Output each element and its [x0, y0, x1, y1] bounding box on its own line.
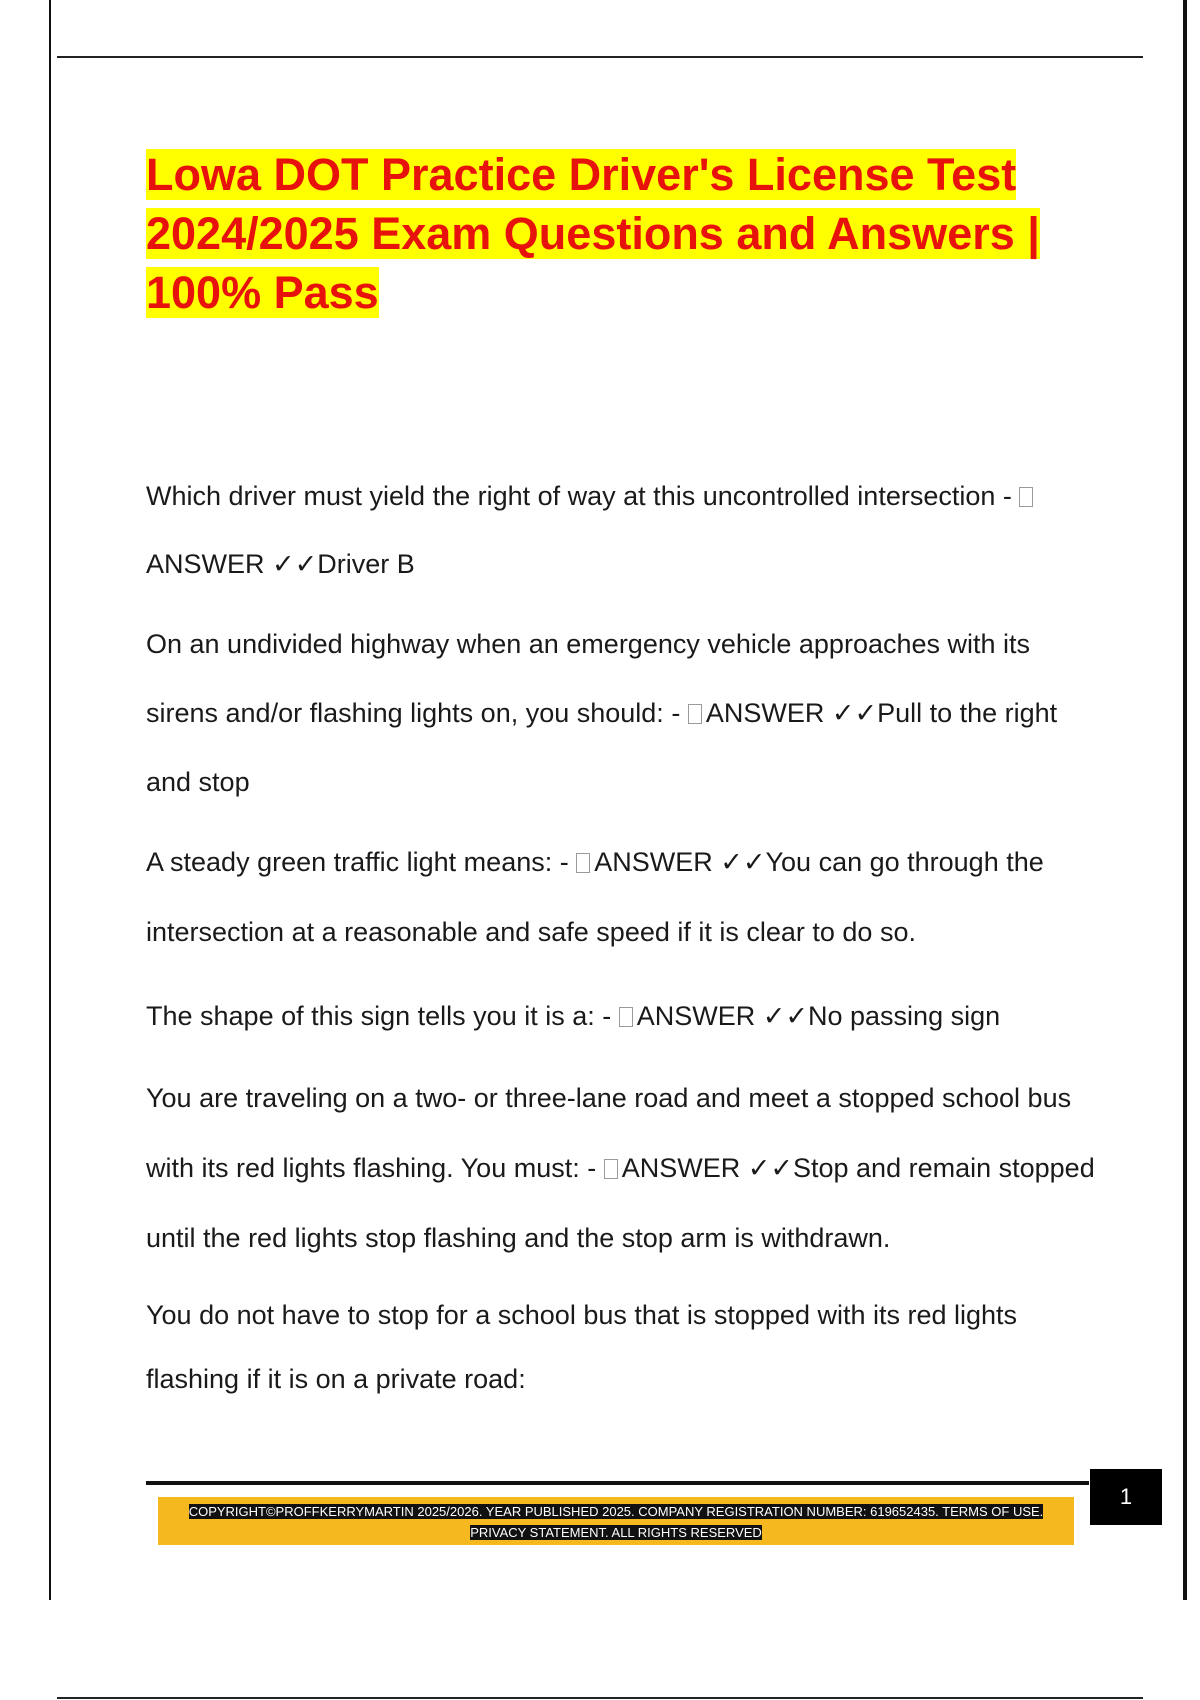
question-text: The shape of this sign tells you it is a: -: [146, 1001, 619, 1031]
page-border-left: [49, 0, 51, 1600]
document-title-text: Lowa DOT Practice Driver's License Test 2024/2025 Exam Questions and Answers | 100% Pass: [146, 149, 1040, 318]
missing-glyph-box-icon: [604, 1159, 618, 1179]
question-text: Which driver must yield the right of way at this uncontrolled intersection -: [146, 481, 1020, 511]
page-number: 1: [1090, 1469, 1162, 1525]
footer-rule: [146, 1481, 1089, 1485]
answer-text: No passing sign: [808, 1001, 1001, 1031]
question-text: A steady green traffic light means: -: [146, 847, 577, 877]
document-title: [146, 145, 1106, 322]
header-rule: [57, 56, 1143, 58]
question-text: You do not have to stop for a school bus that is stopped with its red lights flashing if it is on a private road:: [146, 1300, 1018, 1394]
copyright-notice: [170, 1501, 1062, 1543]
answer-text: You can go through the intersection at a reasonable and safe speed if it is clear to do so.: [146, 847, 1044, 947]
qa-item: [146, 981, 1096, 1051]
answer-prefix: ANSWER ✓✓: [705, 698, 878, 728]
missing-glyph-box-icon: [1019, 487, 1033, 507]
missing-glyph-box-icon: [576, 853, 590, 873]
qa-item: [146, 610, 1096, 817]
qa-item: [146, 1063, 1096, 1273]
qa-list: [146, 462, 1096, 1411]
qa-item: [146, 462, 1096, 598]
answer-text: Pull to the right and stop: [146, 698, 1058, 797]
copyright-text: COPYRIGHT©PROFFKERRYMARTIN 2025/2026. YEAR PUBLISHED 2025. COMPANY REGISTRATION NUMBER: 619652435. TERMS OF USE. PRIVACY STATEMENT. ALL RIGHTS RESERVED: [188, 1504, 1044, 1540]
missing-glyph-box-icon: [619, 1007, 633, 1027]
answer-text: Stop and remain stopped until the red lights stop flashing and the stop arm is withdrawn.: [146, 1153, 1095, 1253]
answer-prefix: ANSWER ✓✓: [146, 549, 318, 579]
missing-glyph-box-icon: [688, 704, 702, 724]
next-page-rule: [57, 1697, 1143, 1699]
answer-text: Driver B: [317, 549, 415, 579]
answer-prefix: ANSWER ✓✓: [621, 1153, 793, 1183]
question-text: On an undivided highway when an emergency vehicle approaches with its sirens and/or flashing lights on, you should: -: [146, 629, 1031, 728]
question-text: You are traveling on a two- or three-lane road and meet a stopped school bus with its red lights flashing. You must: -: [146, 1083, 1072, 1183]
answer-prefix: ANSWER ✓✓: [636, 1001, 808, 1031]
qa-item: [146, 827, 1096, 967]
qa-item: [146, 1283, 1096, 1411]
page-border-right: [1183, 0, 1187, 1600]
answer-prefix: ANSWER ✓✓: [594, 847, 766, 877]
